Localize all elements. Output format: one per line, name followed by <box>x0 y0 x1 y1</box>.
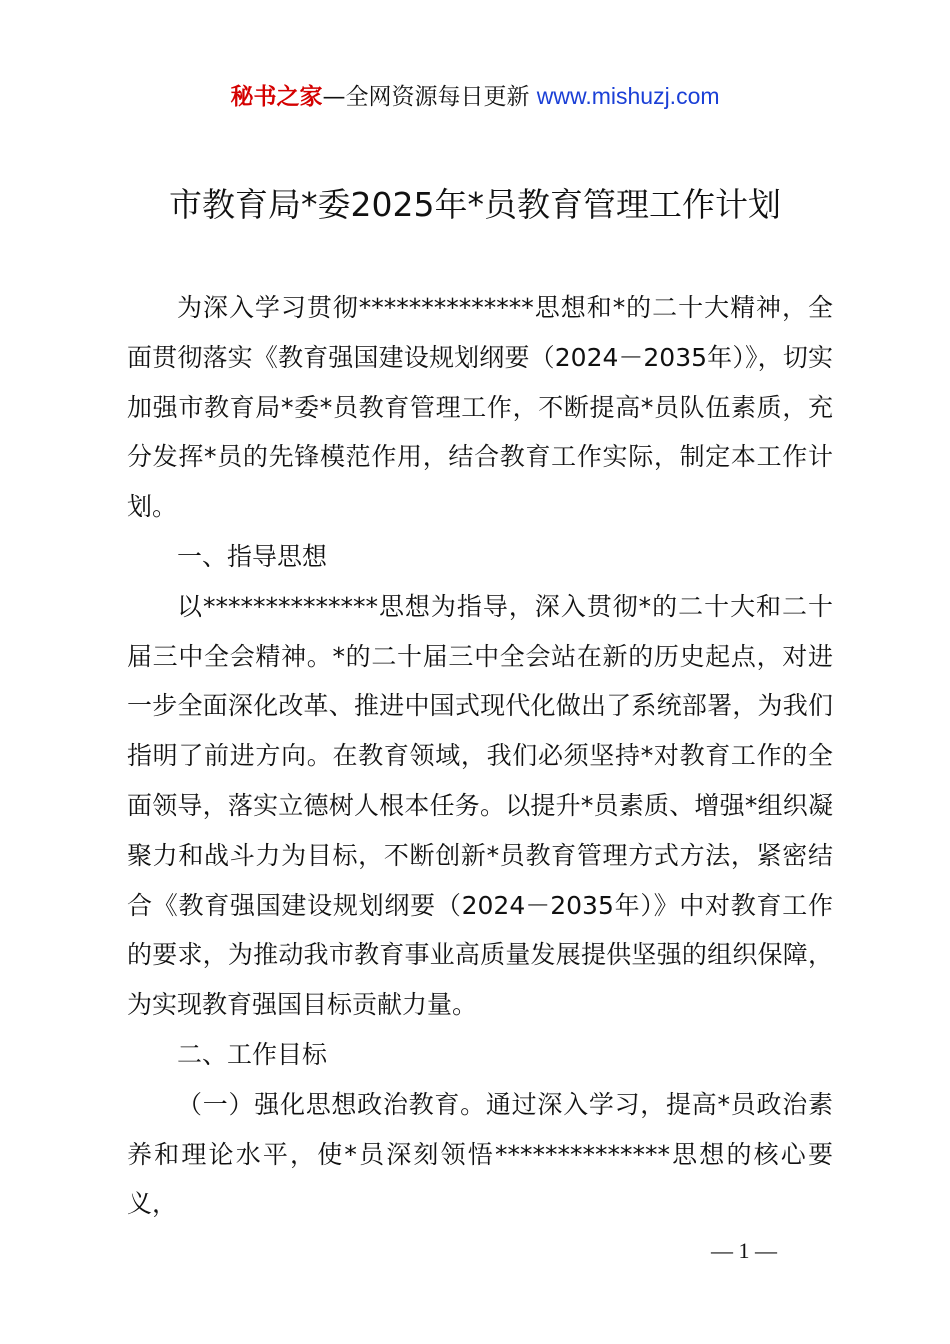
intro-paragraph: 为深入学习贯彻**************思想和*的二十大精神，全面贯彻落实《教育强国建设规划纲要（2024－2035年）》，切实加强市教育局*委*员教育管理工作，不断提高*员队伍素质，充分发挥*员的先锋模范作用，结合教育工作实际，制定本工作计划。 <box>127 293 833 522</box>
site-slogan: —全网资源每日更新 <box>322 84 530 110</box>
section-heading-guiding-ideology: 一、指导思想 <box>177 541 328 571</box>
site-banner <box>0 80 950 113</box>
site-brand: 秘书之家 <box>230 84 323 110</box>
document-title: 市教育局*委2025年*员教育管理工作计划 <box>169 185 781 224</box>
site-url-link[interactable]: www.mishuzj.com <box>536 83 720 109</box>
guiding-ideology-paragraph: 以**************思想为指导，深入贯彻*的二十大和二十届三中全会精神。*的二十届三中全会站在新的历史起点，对进一步全面深化改革、推进中国式现代化做出了系统部署，为我们指明了前进方向。在教育领域，我们必须坚持*对教育工作的全面领导，落实立德树人根本任务。以提升*员素质、增强*组织凝聚力和战斗力为目标，不断创新*员教育管理方式方法，紧密结合《教育强国建设规划纲要（2024－2035年）》中对教育工作的要求，为推动我市教育事业高质量发展提供坚强的组织保障，为实现教育强国目标贡献力量。 <box>127 591 833 1020</box>
document-body <box>127 283 833 1229</box>
section-heading-work-goals: 二、工作目标 <box>177 1039 328 1069</box>
page-number: — 1 — <box>711 1238 777 1263</box>
work-goals-paragraph: （一）强化思想政治教育。通过深入学习，提高*员政治素养和理论水平，使*员深刻领悟**************思想的核心要义， <box>127 1089 833 1219</box>
